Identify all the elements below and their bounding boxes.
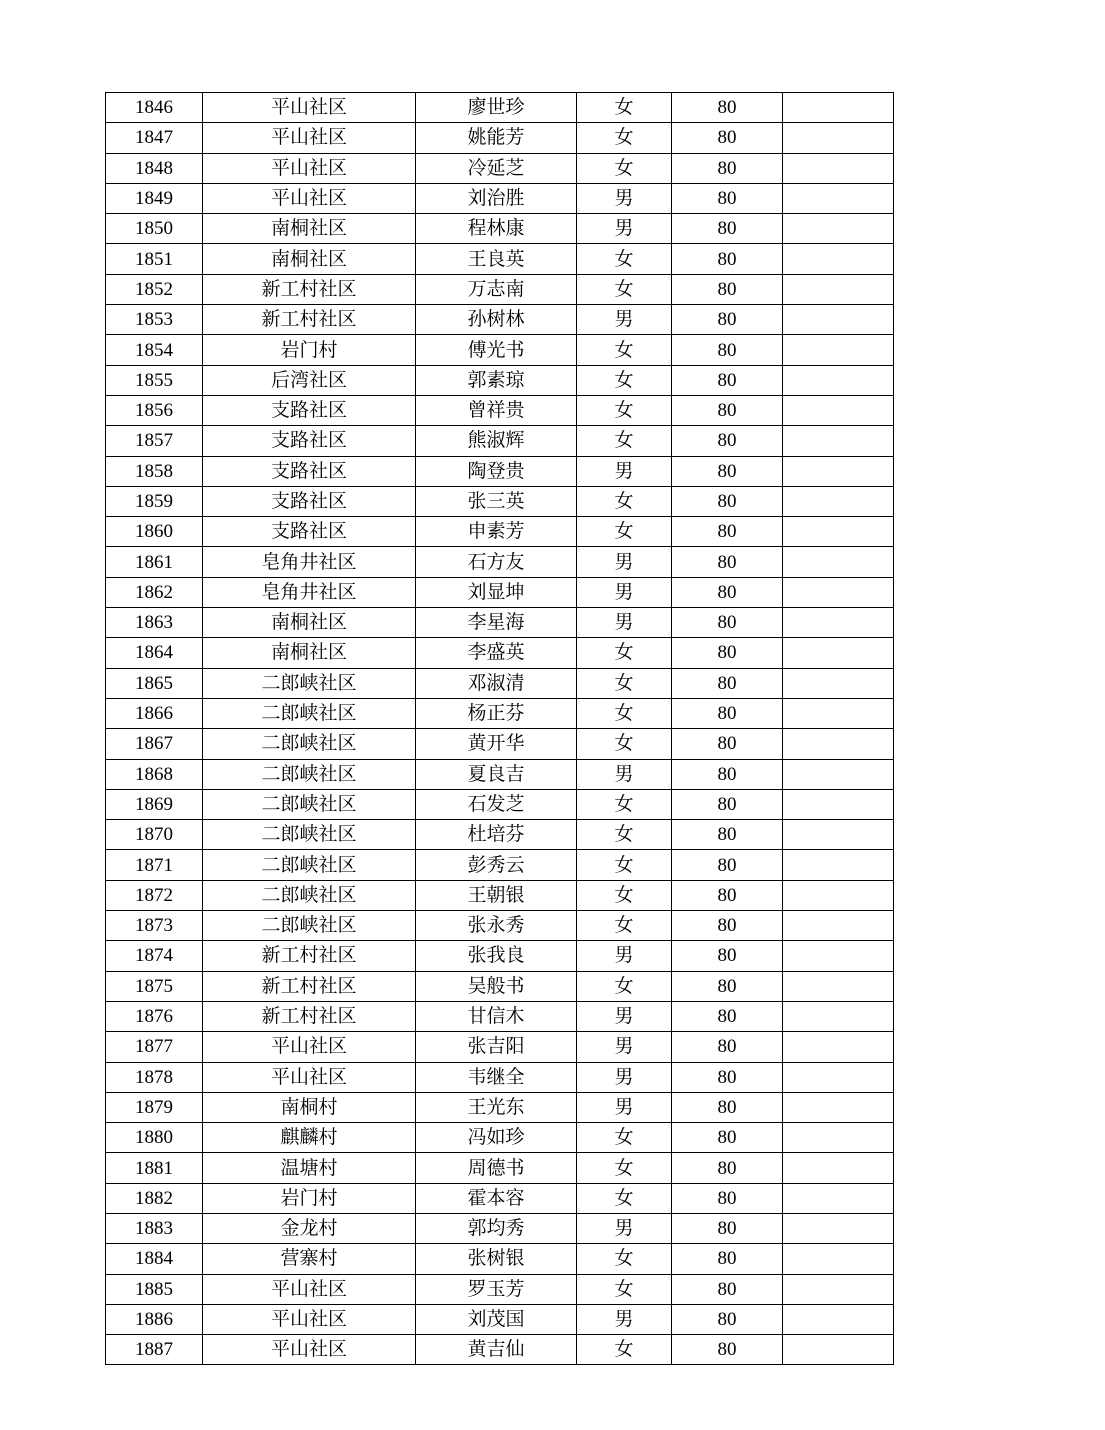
table-row: [106, 335, 894, 365]
cell-age: 80: [672, 850, 783, 880]
cell-area: 新工村社区: [203, 941, 416, 971]
table-row: [106, 1001, 894, 1031]
cell-age: 80: [672, 911, 783, 941]
cell-sequence: 1874: [106, 941, 203, 971]
cell-sequence: 1847: [106, 123, 203, 153]
cell-sex: 男: [577, 305, 672, 335]
cell-sex: 女: [577, 93, 672, 123]
cell-note: [783, 365, 894, 395]
cell-name: 李星海: [416, 608, 577, 638]
cell-name: 罗玉芳: [416, 1274, 577, 1304]
cell-area: 二郎峡社区: [203, 668, 416, 698]
cell-name: 石方友: [416, 547, 577, 577]
cell-area: 岩门村: [203, 335, 416, 365]
table-row: [106, 395, 894, 425]
cell-area: 平山社区: [203, 183, 416, 213]
cell-area: 平山社区: [203, 1304, 416, 1334]
cell-area: 二郎峡社区: [203, 820, 416, 850]
cell-area: 二郎峡社区: [203, 729, 416, 759]
cell-sequence: 1879: [106, 1092, 203, 1122]
cell-name: 李盛英: [416, 638, 577, 668]
cell-age: 80: [672, 123, 783, 153]
cell-age: 80: [672, 1183, 783, 1213]
cell-sex: 女: [577, 1153, 672, 1183]
cell-area: 岩门村: [203, 1183, 416, 1213]
cell-area: 平山社区: [203, 153, 416, 183]
table-row: [106, 1092, 894, 1122]
cell-name: 黄开华: [416, 729, 577, 759]
cell-age: 80: [672, 577, 783, 607]
cell-sex: 男: [577, 608, 672, 638]
cell-age: 80: [672, 153, 783, 183]
cell-sequence: 1870: [106, 820, 203, 850]
cell-sex: 女: [577, 517, 672, 547]
cell-age: 80: [672, 1335, 783, 1365]
cell-note: [783, 486, 894, 516]
table-row: [106, 1304, 894, 1334]
cell-sex: 女: [577, 123, 672, 153]
cell-note: [783, 153, 894, 183]
cell-name: 陶登贵: [416, 456, 577, 486]
table-row: [106, 1062, 894, 1092]
roster-table-body: [106, 93, 894, 1365]
cell-note: [783, 577, 894, 607]
table-row: [106, 1123, 894, 1153]
cell-area: 平山社区: [203, 1032, 416, 1062]
cell-name: 姚能芳: [416, 123, 577, 153]
cell-name: 熊淑辉: [416, 426, 577, 456]
cell-sequence: 1867: [106, 729, 203, 759]
cell-note: [783, 305, 894, 335]
cell-sex: 男: [577, 183, 672, 213]
cell-name: 申素芳: [416, 517, 577, 547]
table-row: [106, 880, 894, 910]
cell-age: 80: [672, 638, 783, 668]
cell-sex: 女: [577, 880, 672, 910]
cell-name: 王朝银: [416, 880, 577, 910]
cell-age: 80: [672, 789, 783, 819]
table-row: [106, 244, 894, 274]
cell-age: 80: [672, 426, 783, 456]
cell-name: 冯如珍: [416, 1123, 577, 1153]
cell-name: 孙树林: [416, 305, 577, 335]
cell-note: [783, 789, 894, 819]
cell-sequence: 1871: [106, 850, 203, 880]
cell-area: 南桐社区: [203, 214, 416, 244]
table-row: [106, 456, 894, 486]
cell-name: 杜培芬: [416, 820, 577, 850]
cell-area: 支路社区: [203, 395, 416, 425]
table-row: [106, 183, 894, 213]
cell-area: 二郎峡社区: [203, 759, 416, 789]
cell-sequence: 1863: [106, 608, 203, 638]
cell-sequence: 1869: [106, 789, 203, 819]
cell-note: [783, 1153, 894, 1183]
cell-note: [783, 820, 894, 850]
table-row: [106, 1032, 894, 1062]
cell-sex: 女: [577, 426, 672, 456]
cell-sex: 男: [577, 1304, 672, 1334]
cell-sex: 男: [577, 1032, 672, 1062]
cell-area: 支路社区: [203, 486, 416, 516]
cell-name: 霍本容: [416, 1183, 577, 1213]
cell-area: 皂角井社区: [203, 577, 416, 607]
table-row: [106, 729, 894, 759]
cell-sex: 女: [577, 486, 672, 516]
cell-note: [783, 698, 894, 728]
cell-sex: 男: [577, 1092, 672, 1122]
cell-sex: 男: [577, 456, 672, 486]
cell-sequence: 1852: [106, 274, 203, 304]
table-row: [106, 547, 894, 577]
cell-name: 曾祥贵: [416, 395, 577, 425]
cell-age: 80: [672, 759, 783, 789]
cell-note: [783, 517, 894, 547]
table-row: [106, 1183, 894, 1213]
cell-note: [783, 638, 894, 668]
cell-sequence: 1859: [106, 486, 203, 516]
cell-area: 支路社区: [203, 517, 416, 547]
cell-note: [783, 1123, 894, 1153]
cell-age: 80: [672, 93, 783, 123]
cell-sequence: 1887: [106, 1335, 203, 1365]
cell-sequence: 1861: [106, 547, 203, 577]
cell-sequence: 1858: [106, 456, 203, 486]
cell-name: 刘治胜: [416, 183, 577, 213]
cell-age: 80: [672, 698, 783, 728]
cell-sex: 男: [577, 214, 672, 244]
cell-sequence: 1884: [106, 1244, 203, 1274]
table-row: [106, 971, 894, 1001]
cell-name: 张树银: [416, 1244, 577, 1274]
cell-area: 温塘村: [203, 1153, 416, 1183]
cell-name: 廖世珍: [416, 93, 577, 123]
cell-age: 80: [672, 456, 783, 486]
cell-age: 80: [672, 1153, 783, 1183]
cell-sequence: 1886: [106, 1304, 203, 1334]
cell-area: 支路社区: [203, 426, 416, 456]
cell-note: [783, 850, 894, 880]
table-row: [106, 1244, 894, 1274]
table-row: [106, 820, 894, 850]
table-row: [106, 486, 894, 516]
cell-age: 80: [672, 214, 783, 244]
cell-name: 王良英: [416, 244, 577, 274]
cell-sex: 女: [577, 971, 672, 1001]
cell-note: [783, 335, 894, 365]
cell-area: 金龙村: [203, 1213, 416, 1243]
cell-sex: 女: [577, 244, 672, 274]
cell-sex: 女: [577, 638, 672, 668]
cell-note: [783, 426, 894, 456]
table-row: [106, 850, 894, 880]
cell-sequence: 1857: [106, 426, 203, 456]
cell-note: [783, 274, 894, 304]
cell-age: 80: [672, 880, 783, 910]
cell-area: 二郎峡社区: [203, 698, 416, 728]
table-row: [106, 608, 894, 638]
cell-name: 吴般书: [416, 971, 577, 1001]
cell-area: 二郎峡社区: [203, 850, 416, 880]
cell-note: [783, 668, 894, 698]
cell-sequence: 1866: [106, 698, 203, 728]
cell-name: 杨正芬: [416, 698, 577, 728]
cell-note: [783, 759, 894, 789]
cell-name: 刘显坤: [416, 577, 577, 607]
cell-sequence: 1868: [106, 759, 203, 789]
table-row: [106, 668, 894, 698]
cell-note: [783, 608, 894, 638]
cell-age: 80: [672, 1213, 783, 1243]
table-row: [106, 365, 894, 395]
cell-name: 王光东: [416, 1092, 577, 1122]
cell-sequence: 1876: [106, 1001, 203, 1031]
cell-area: 后湾社区: [203, 365, 416, 395]
cell-area: 南桐村: [203, 1092, 416, 1122]
cell-name: 张吉阳: [416, 1032, 577, 1062]
cell-sequence: 1875: [106, 971, 203, 1001]
cell-note: [783, 971, 894, 1001]
table-row: [106, 911, 894, 941]
cell-age: 80: [672, 486, 783, 516]
cell-name: 石发芝: [416, 789, 577, 819]
cell-sex: 男: [577, 1001, 672, 1031]
cell-area: 皂角井社区: [203, 547, 416, 577]
table-row: [106, 305, 894, 335]
cell-age: 80: [672, 1092, 783, 1122]
cell-note: [783, 93, 894, 123]
table-row: [106, 941, 894, 971]
cell-name: 夏良吉: [416, 759, 577, 789]
cell-sequence: 1849: [106, 183, 203, 213]
cell-sequence: 1846: [106, 93, 203, 123]
cell-note: [783, 880, 894, 910]
cell-name: 冷延芝: [416, 153, 577, 183]
cell-sequence: 1881: [106, 1153, 203, 1183]
cell-note: [783, 1092, 894, 1122]
table-row: [106, 93, 894, 123]
cell-name: 万志南: [416, 274, 577, 304]
cell-name: 郭均秀: [416, 1213, 577, 1243]
table-row: [106, 1153, 894, 1183]
cell-name: 黄吉仙: [416, 1335, 577, 1365]
table-row: [106, 123, 894, 153]
cell-note: [783, 1001, 894, 1031]
cell-sex: 女: [577, 820, 672, 850]
cell-area: 平山社区: [203, 93, 416, 123]
cell-sequence: 1872: [106, 880, 203, 910]
cell-name: 张三英: [416, 486, 577, 516]
cell-area: 二郎峡社区: [203, 880, 416, 910]
cell-sex: 女: [577, 668, 672, 698]
cell-age: 80: [672, 971, 783, 1001]
cell-name: 邓淑清: [416, 668, 577, 698]
cell-area: 新工村社区: [203, 1001, 416, 1031]
table-row: [106, 214, 894, 244]
cell-sequence: 1865: [106, 668, 203, 698]
cell-sequence: 1882: [106, 1183, 203, 1213]
cell-age: 80: [672, 395, 783, 425]
cell-area: 新工村社区: [203, 305, 416, 335]
cell-sex: 女: [577, 729, 672, 759]
cell-age: 80: [672, 274, 783, 304]
cell-age: 80: [672, 183, 783, 213]
cell-name: 甘信木: [416, 1001, 577, 1031]
cell-age: 80: [672, 1032, 783, 1062]
cell-sex: 女: [577, 850, 672, 880]
cell-note: [783, 183, 894, 213]
cell-note: [783, 395, 894, 425]
cell-note: [783, 123, 894, 153]
cell-sex: 女: [577, 1244, 672, 1274]
cell-area: 二郎峡社区: [203, 789, 416, 819]
table-row: [106, 1335, 894, 1365]
cell-area: 平山社区: [203, 1062, 416, 1092]
cell-note: [783, 547, 894, 577]
cell-note: [783, 244, 894, 274]
cell-note: [783, 941, 894, 971]
cell-sex: 女: [577, 911, 672, 941]
cell-area: 平山社区: [203, 1274, 416, 1304]
cell-sex: 女: [577, 1274, 672, 1304]
cell-sequence: 1850: [106, 214, 203, 244]
cell-age: 80: [672, 1274, 783, 1304]
cell-sequence: 1854: [106, 335, 203, 365]
cell-sex: 女: [577, 365, 672, 395]
cell-name: 张永秀: [416, 911, 577, 941]
cell-sex: 男: [577, 577, 672, 607]
cell-name: 韦继全: [416, 1062, 577, 1092]
cell-age: 80: [672, 365, 783, 395]
cell-name: 程林康: [416, 214, 577, 244]
cell-note: [783, 456, 894, 486]
table-row: [106, 577, 894, 607]
cell-note: [783, 911, 894, 941]
cell-name: 傅光书: [416, 335, 577, 365]
cell-sex: 女: [577, 1183, 672, 1213]
cell-sex: 女: [577, 335, 672, 365]
cell-sex: 女: [577, 1335, 672, 1365]
cell-name: 张我良: [416, 941, 577, 971]
cell-note: [783, 1183, 894, 1213]
cell-age: 80: [672, 1304, 783, 1334]
cell-area: 新工村社区: [203, 971, 416, 1001]
cell-sex: 女: [577, 789, 672, 819]
cell-sequence: 1862: [106, 577, 203, 607]
cell-age: 80: [672, 608, 783, 638]
cell-sex: 男: [577, 547, 672, 577]
cell-sex: 男: [577, 1062, 672, 1092]
cell-age: 80: [672, 305, 783, 335]
cell-sex: 女: [577, 698, 672, 728]
table-row: [106, 1274, 894, 1304]
cell-age: 80: [672, 1244, 783, 1274]
cell-sequence: 1864: [106, 638, 203, 668]
cell-age: 80: [672, 820, 783, 850]
cell-sequence: 1855: [106, 365, 203, 395]
cell-sex: 男: [577, 941, 672, 971]
cell-note: [783, 1304, 894, 1334]
table-row: [106, 1213, 894, 1243]
cell-name: 彭秀云: [416, 850, 577, 880]
cell-area: 平山社区: [203, 123, 416, 153]
cell-note: [783, 729, 894, 759]
cell-note: [783, 1213, 894, 1243]
cell-area: 支路社区: [203, 456, 416, 486]
table-row: [106, 274, 894, 304]
cell-sex: 女: [577, 274, 672, 304]
cell-sequence: 1851: [106, 244, 203, 274]
table-row: [106, 517, 894, 547]
cell-note: [783, 214, 894, 244]
cell-sex: 女: [577, 395, 672, 425]
cell-area: 平山社区: [203, 1335, 416, 1365]
cell-area: 南桐社区: [203, 638, 416, 668]
cell-sequence: 1873: [106, 911, 203, 941]
cell-note: [783, 1335, 894, 1365]
cell-age: 80: [672, 1123, 783, 1153]
table-row: [106, 759, 894, 789]
cell-age: 80: [672, 335, 783, 365]
cell-note: [783, 1244, 894, 1274]
table-row: [106, 789, 894, 819]
cell-area: 二郎峡社区: [203, 911, 416, 941]
cell-sex: 男: [577, 1213, 672, 1243]
cell-note: [783, 1032, 894, 1062]
cell-sex: 女: [577, 1123, 672, 1153]
cell-sequence: 1877: [106, 1032, 203, 1062]
cell-age: 80: [672, 668, 783, 698]
cell-sequence: 1860: [106, 517, 203, 547]
cell-name: 刘茂国: [416, 1304, 577, 1334]
cell-area: 南桐社区: [203, 608, 416, 638]
cell-sequence: 1885: [106, 1274, 203, 1304]
cell-area: 麒麟村: [203, 1123, 416, 1153]
cell-sex: 女: [577, 153, 672, 183]
cell-age: 80: [672, 517, 783, 547]
cell-age: 80: [672, 547, 783, 577]
table-row: [106, 426, 894, 456]
cell-area: 营寨村: [203, 1244, 416, 1274]
cell-sex: 男: [577, 759, 672, 789]
cell-sequence: 1853: [106, 305, 203, 335]
cell-area: 南桐社区: [203, 244, 416, 274]
cell-age: 80: [672, 1001, 783, 1031]
cell-age: 80: [672, 729, 783, 759]
cell-age: 80: [672, 1062, 783, 1092]
cell-name: 周德书: [416, 1153, 577, 1183]
table-row: [106, 153, 894, 183]
table-row: [106, 638, 894, 668]
cell-age: 80: [672, 244, 783, 274]
cell-sequence: 1848: [106, 153, 203, 183]
cell-sequence: 1880: [106, 1123, 203, 1153]
cell-note: [783, 1062, 894, 1092]
cell-name: 郭素琼: [416, 365, 577, 395]
cell-sequence: 1883: [106, 1213, 203, 1243]
cell-note: [783, 1274, 894, 1304]
cell-age: 80: [672, 941, 783, 971]
cell-area: 新工村社区: [203, 274, 416, 304]
cell-sequence: 1856: [106, 395, 203, 425]
roster-table: [105, 92, 894, 1365]
table-row: [106, 698, 894, 728]
cell-sequence: 1878: [106, 1062, 203, 1092]
